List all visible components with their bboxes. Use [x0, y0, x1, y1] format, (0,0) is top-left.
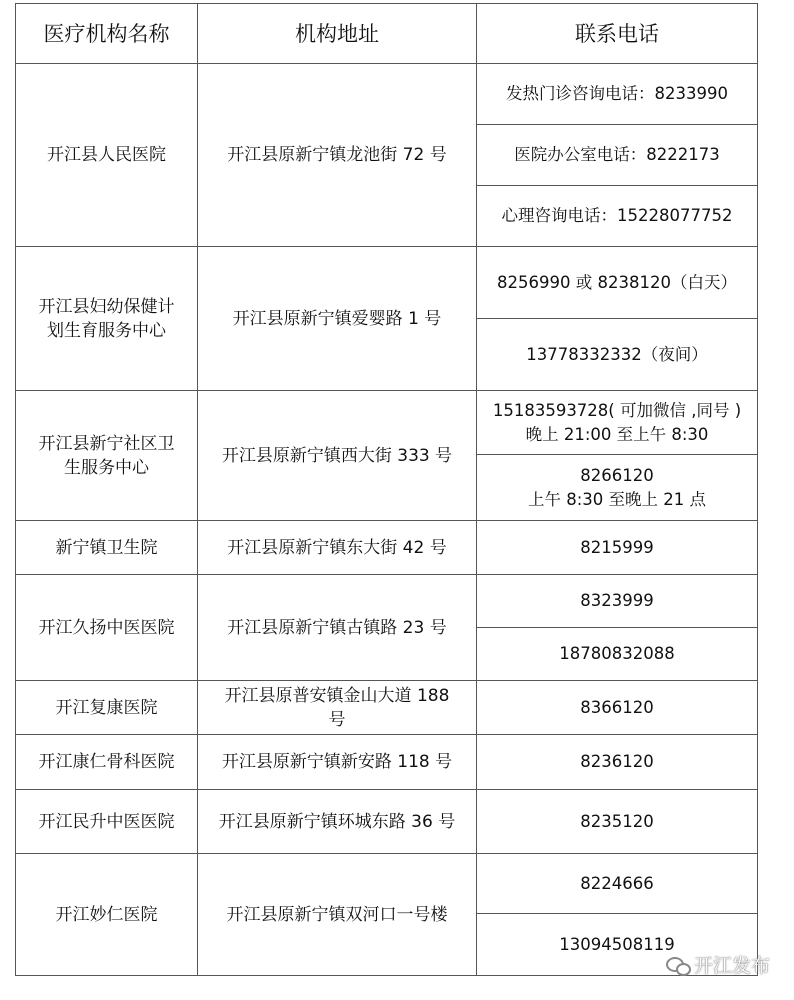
institution-name: 开江县新宁社区卫 生服务中心: [16, 391, 198, 521]
table-row: [16, 735, 758, 790]
table-row: [16, 521, 758, 575]
phone-cell: 15183593728( 可加微信 ,同号 ) 晚上 21:00 至上午 8:30: [477, 391, 758, 455]
header-name: 医疗机构名称: [16, 4, 198, 64]
phone-cell: 医院办公室电话：8222173: [477, 125, 758, 186]
institution-address: 开江县原新宁镇新安路 118 号: [198, 735, 477, 790]
institution-name: 开江复康医院: [16, 681, 198, 735]
wechat-icon: [666, 955, 690, 975]
table-row: [16, 854, 758, 914]
institution-address: 开江县原普安镇金山大道 188 号: [198, 681, 477, 735]
table-row: [16, 575, 758, 628]
institution-name: 开江县妇幼保健计 划生育服务中心: [16, 247, 198, 391]
institution-address: 开江县原新宁镇环城东路 36 号: [198, 790, 477, 854]
header-address: 机构地址: [198, 4, 477, 64]
phone-cell: 心理咨询电话：15228077752: [477, 186, 758, 247]
institution-address: 开江县原新宁镇龙池街 72 号: [198, 64, 477, 247]
table-row: [16, 247, 758, 319]
medical-institutions-table: [15, 3, 758, 976]
table-row: [16, 391, 758, 455]
phone-cell: 8236120: [477, 735, 758, 790]
institution-address: 开江县原新宁镇西大街 333 号: [198, 391, 477, 521]
header-phone: 联系电话: [477, 4, 758, 64]
institution-name: 开江民升中医医院: [16, 790, 198, 854]
phone-cell: 13094508119: [477, 914, 758, 976]
phone-cell: 8256990 或 8238120（白天）: [477, 247, 758, 319]
institution-name: 开江县人民医院: [16, 64, 198, 247]
table-row: [16, 681, 758, 735]
phone-cell: 发热门诊咨询电话：8233990: [477, 64, 758, 125]
watermark: [666, 951, 770, 978]
institution-name: 开江妙仁医院: [16, 854, 198, 976]
phone-cell: 13778332332（夜间）: [477, 319, 758, 391]
watermark-text: 开江发布: [693, 955, 770, 977]
institution-address: 开江县原新宁镇爱婴路 1 号: [198, 247, 477, 391]
phone-cell: 8224666: [477, 854, 758, 914]
institution-address: 开江县原新宁镇古镇路 23 号: [198, 575, 477, 681]
table-row: [16, 64, 758, 125]
phone-cell: 8235120: [477, 790, 758, 854]
phone-cell: 8215999: [477, 521, 758, 575]
institution-name: 新宁镇卫生院: [16, 521, 198, 575]
institution-name: 开江康仁骨科医院: [16, 735, 198, 790]
phone-cell: 18780832088: [477, 628, 758, 681]
phone-cell: 8366120: [477, 681, 758, 735]
institution-name: 开江久扬中医医院: [16, 575, 198, 681]
table-row: [16, 790, 758, 854]
institution-address: 开江县原新宁镇东大街 42 号: [198, 521, 477, 575]
institution-address: 开江县原新宁镇双河口一号楼: [198, 854, 477, 976]
phone-cell: 8323999: [477, 575, 758, 628]
phone-cell: 8266120 上午 8:30 至晚上 21 点: [477, 455, 758, 521]
